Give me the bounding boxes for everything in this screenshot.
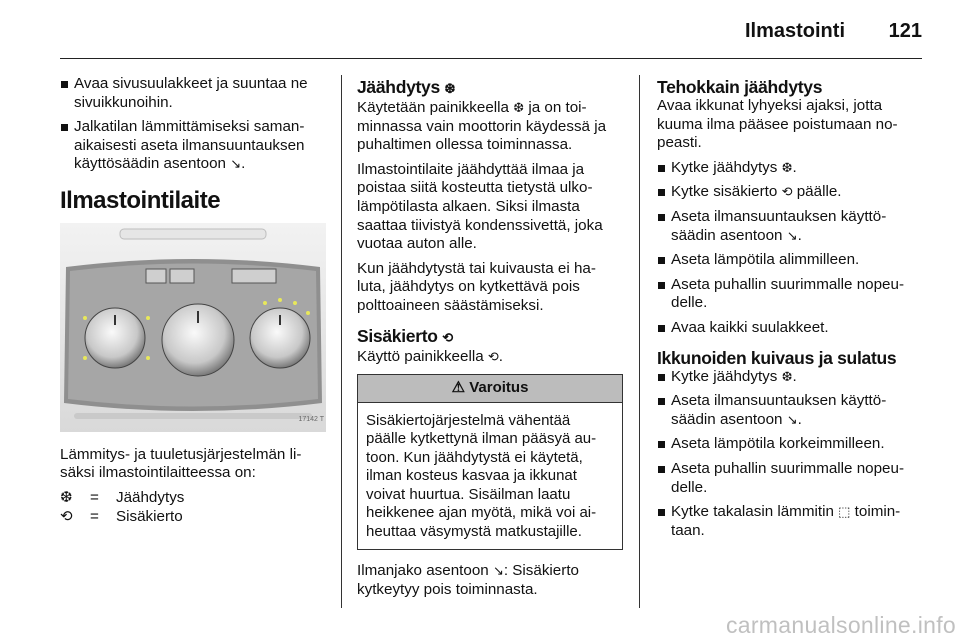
climate-control-panel-image — [60, 223, 326, 432]
paragraph: Kun jäähdytystä tai kuivausta ei ha- luta, jäähdytys on kytkettävä pois polttoaineen säästämiseksi. — [357, 259, 596, 314]
recirculation-icon: ⟲ — [60, 508, 73, 526]
list-item: Aseta ilmansuuntauksen käyttö- säädin asentoon ↘. — [657, 208, 923, 245]
legend-item: ⟲ = Sisäkierto — [60, 508, 183, 526]
warning-box — [357, 374, 623, 550]
list-item: Avaa kaikki suulakkeet. — [657, 319, 923, 338]
caption: Lämmitys- ja tuuletusjärjestelmän li- säksi ilmastointilaitteessa on: — [60, 445, 302, 482]
face-feet-vent-icon: ↘ — [786, 227, 798, 243]
recirculation-icon: ⟲ — [781, 184, 793, 200]
list-item: Aseta lämpötila alimmilleen. — [657, 251, 923, 270]
header-divider — [60, 58, 922, 59]
column-middle — [357, 75, 623, 605]
page-number: 121 — [888, 20, 922, 42]
windscreen-feet-icon: ↘ — [786, 411, 798, 427]
feet-vent-icon: ↘ — [230, 156, 242, 172]
rear-window-heater-icon: ⬚ — [838, 504, 851, 520]
list-item: Kytke jäähdytys ❆. — [657, 368, 923, 387]
recirculation-icon: ⟲ — [487, 348, 499, 364]
page-header-title: Ilmastointi — [744, 20, 845, 42]
warning-triangle-icon: ⚠ — [451, 379, 466, 397]
list-item: Aseta puhallin suurimmalle nopeu- delle. — [657, 276, 923, 313]
paragraph: Käyttö painikkeella ⟲. — [357, 347, 504, 365]
section-heading: Jäähdytys ❆ — [357, 77, 456, 97]
list-item: Aseta ilmansuuntauksen käyttö- säädin asentoon ↘. — [657, 392, 923, 429]
warning-text: Sisäkiertojärjestelmä vähentää päälle kytkettynä ilman pääsyä au- toon. Kun jäähdytystä ei käytetä, ilman kosteus kasvaa ja ikkunat voivat huurtua. Sisäilman laatu heikkenee ajan myötä, mikä voi ai- heuttaa väsymystä matkustajille. — [366, 411, 597, 540]
section-heading: Ikkunoiden kuivaus ja sulatus — [657, 347, 897, 368]
control-panel-illustration — [60, 223, 326, 432]
legend-item: ❆ = Jäähdytys — [60, 488, 185, 506]
snowflake-icon: ❆ — [781, 159, 793, 175]
section-heading: Tehokkain jäähdytys — [657, 77, 823, 97]
windscreen-feet-icon: ↘ — [492, 563, 504, 579]
recirculation-icon: ⟲ — [442, 329, 453, 345]
snowflake-icon: ❆ — [444, 81, 456, 96]
watermark: carmanualsonline.info — [725, 612, 956, 638]
list-item: Kytke sisäkierto ⟲ päälle. — [657, 183, 923, 202]
paragraph: Avaa ikkunat lyhyeksi ajaksi, jotta kuuma ilma pääsee poistumaan no- peasti. — [657, 97, 898, 152]
image-reference-code: 17142 T — [298, 415, 324, 423]
paragraph: Käytetään painikkeella ❆ ja on toi- minnassa vain moottorin käydessä ja puhaltimen ollessa toiminnassa. — [357, 99, 607, 154]
list-item: Kytke takalasin lämmitin ⬚ toimin- taan. — [657, 503, 923, 540]
column-divider — [341, 75, 342, 608]
list-item: Aseta lämpötila korkeimmilleen. — [657, 435, 923, 454]
column-left — [60, 75, 326, 528]
section-heading: Sisäkierto ⟲ — [357, 325, 453, 346]
snowflake-icon: ❆ — [60, 488, 73, 506]
list-item: Jalkatilan lämmittämiseksi saman- aikaisesti aseta ilmansuuntauksen käyttösäädin asentoon ↘. — [60, 118, 326, 174]
warning-header: ⚠ Varoitus — [358, 375, 622, 403]
column-divider — [639, 75, 640, 608]
snowflake-icon: ❆ — [781, 368, 793, 384]
list-item: Kytke jäähdytys ❆. — [657, 159, 923, 178]
paragraph: Ilmanjako asentoon ↘: Sisäkierto kytkeytyy pois toiminnasta. — [357, 562, 579, 598]
paragraph: Ilmastointilaite jäähdyttää ilmaa ja poistaa siitä kosteutta tietystä ulko- lämpötilasta alkaen. Siksi ilmasta saattaa tiivistyä kondenssivettä, joka vuotaa auton alle. — [357, 160, 603, 253]
column-right — [657, 75, 923, 546]
section-heading: Ilmastointilaite — [60, 186, 221, 214]
snowflake-icon: ❆ — [513, 100, 525, 115]
list-item: Aseta puhallin suurimmalle nopeu- delle. — [657, 460, 923, 497]
list-item: Avaa sivusuulakkeet ja suuntaa ne sivuikkunoihin. — [60, 75, 326, 112]
